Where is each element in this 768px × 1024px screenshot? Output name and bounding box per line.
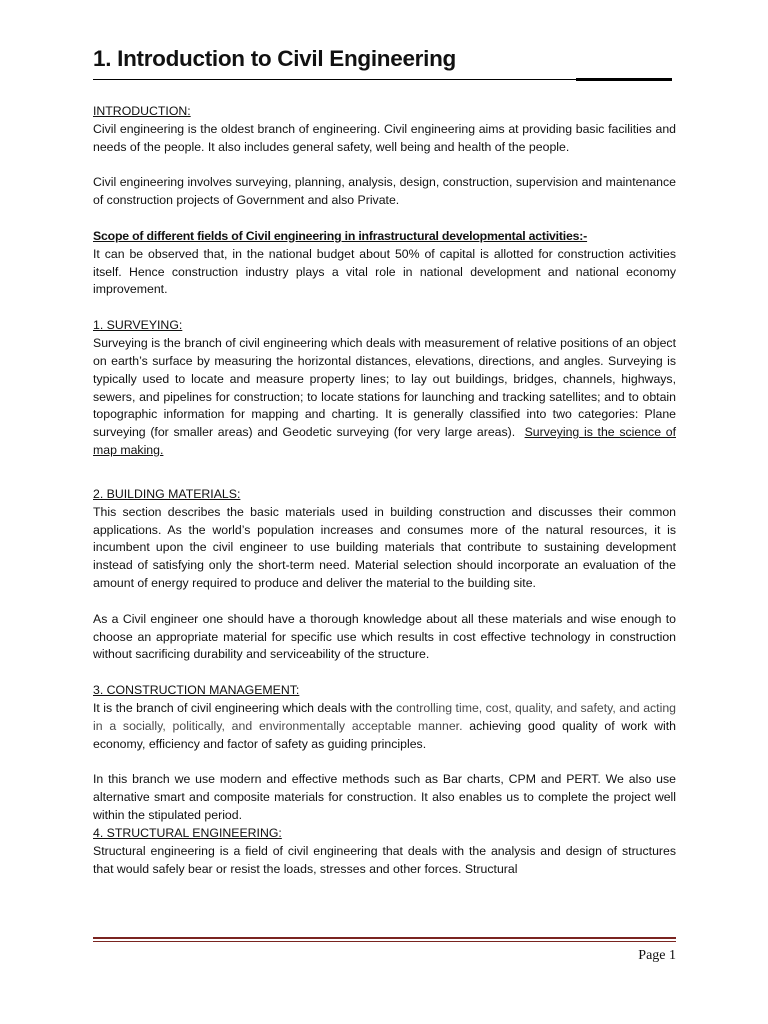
page-number: Page 1: [638, 948, 676, 963]
construction-management-heading: 3. CONSTRUCTION MANAGEMENT:: [93, 683, 300, 698]
surveying-text: Surveying is the branch of civil engineering which deals with measurement of relative positions of an object on earth’s surface by measuring the horizontal distances, elevations, directions, and angles. Surveying is typically used to locate and measure property lines; to lay out buildings, bridges, channels, highways, sewers, and pipelines for construction; to locate stations for launching and tracking satellites; and to obtain topographic information for mapping and charting. It is generally classified into two categories: Plane surveying (for smaller areas) and Geodetic surveying (for very large areas).: [93, 335, 676, 440]
construction-management-paragraph-1: [93, 700, 676, 754]
surveying-heading: 1. SURVEYING:: [93, 318, 183, 333]
structural-engineering-paragraph: Structural engineering is a field of civil engineering that deals with the analysis and design of structures that would safely bear or resist the loads, stresses and other forces. Structural: [93, 843, 676, 876]
title-underline-accent: [576, 78, 672, 81]
scope-heading: Scope of different fields of Civil engineering in infrastructural developmental activities:-: [93, 228, 588, 243]
introduction-paragraph-1: Civil engineering is the oldest branch of engineering. Civil engineering aims at providing basic facilities and needs of the people. It also includes general safety, well being and health of the people.: [93, 121, 676, 154]
footer-rule: [93, 937, 676, 939]
scope-paragraph: It can be observed that, in the national budget about 50% of capital is allotted for construction activities itself. Hence construction industry plays a vital role in national development and national economy improvement.: [93, 246, 676, 297]
management-text-highlight: controlling time, cost, quality, and safety, and acting in a socially, politically, and environmentally acceptable manner.: [93, 701, 677, 733]
management-text-start: It is the branch of civil engineering which deals with the: [93, 701, 393, 715]
document-body: [93, 103, 676, 878]
structural-engineering-heading: 4. STRUCTURAL ENGINEERING:: [93, 825, 282, 840]
surveying-definition: Surveying is the science of map making.: [93, 425, 676, 458]
construction-management-paragraph-2: In this branch we use modern and effective methods such as Bar charts, CPM and PERT. We also use alternative smart and composite materials for construction. It also enables us to complete the project well within the stipulated period.: [93, 772, 676, 823]
introduction-paragraph-2: Civil engineering involves surveying, planning, analysis, design, construction, supervision and maintenance of construction projects of Government and also Private.: [93, 175, 676, 208]
surveying-paragraph: [93, 335, 676, 460]
building-materials-paragraph-2: As a Civil engineer one should have a thorough knowledge about all these materials and wise enough to choose an appropriate material for specific use which results in cost effective technology in construction without sacrificing durability and serviceability of the structure.: [93, 611, 676, 662]
footer-rule-secondary: [93, 941, 676, 942]
page-title: 1. Introduction to Civil Engineering: [93, 46, 456, 71]
introduction-heading: INTRODUCTION:: [93, 104, 191, 118]
management-text-end: achieving good quality of work with economy, efficiency and factor of safety as guiding principles.: [93, 718, 677, 751]
building-materials-paragraph-1: This section describes the basic materials used in building construction and discusses their common applications. As the world’s population increases and consumes more of the natural resources, it is incumbent upon the civil engineer to use building materials that contribute to sustaining development instead of satisfying only the short-term need. Material selection should incorporate an evaluation of the amount of energy required to produce and deliver the material to the building site.: [93, 504, 676, 591]
building-materials-heading: 2. BUILDING MATERIALS:: [93, 486, 241, 501]
